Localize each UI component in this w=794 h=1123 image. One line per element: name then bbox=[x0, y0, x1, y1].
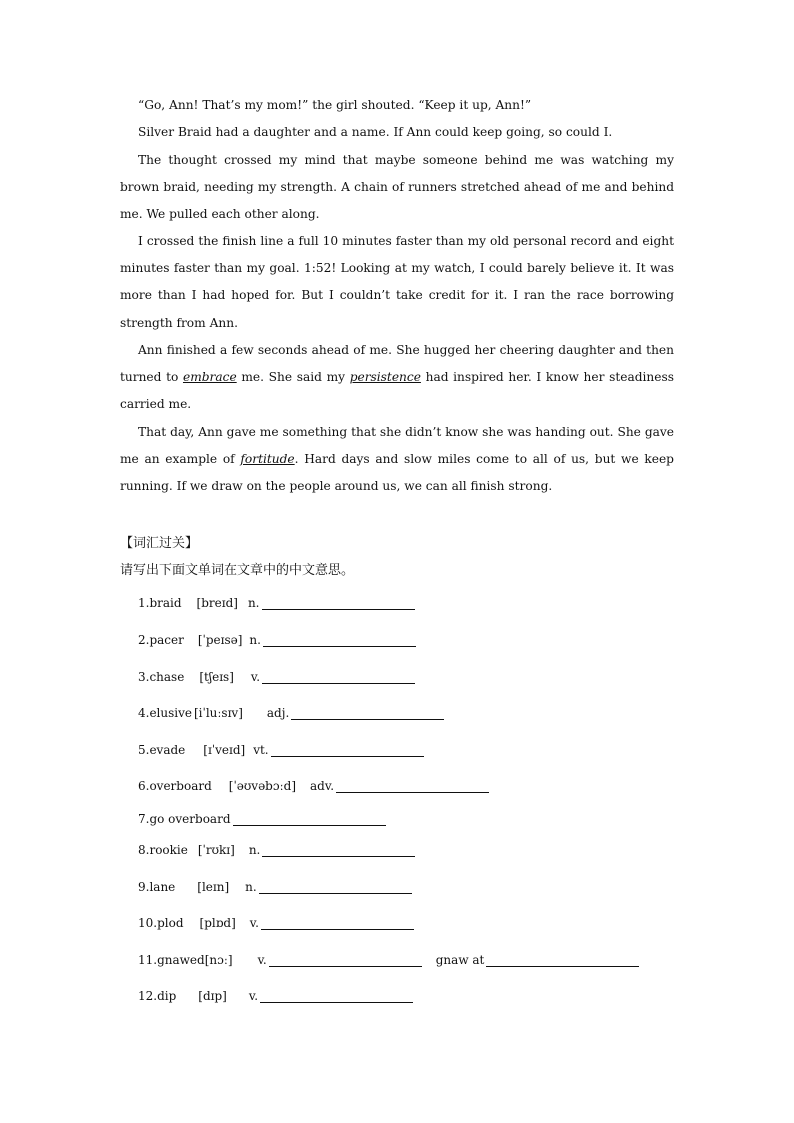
vocab-item-2: 2. pacer [ˈpeɪsə] n. bbox=[138, 627, 416, 647]
story-paragraph-5: Ann finished a few seconds ahead of me. She hugged her cheering daughter and then turned to embrace me. She said my persistence had inspired her. I know her steadiness carried me. bbox=[120, 343, 675, 412]
answer-blank[interactable] bbox=[336, 778, 489, 793]
answer-blank[interactable] bbox=[271, 742, 424, 757]
vocab-section-title: 【词汇过关】 bbox=[120, 536, 199, 551]
vocab-item-3: 3. chase [tʃeɪs] v. bbox=[138, 664, 415, 684]
story-paragraph-3: The thought crossed my mind that maybe someone behind me was watching my brown braid, needing my strength. A chain of runners stretched ahead of me and behind me. We pulled each other along. bbox=[120, 153, 674, 222]
answer-blank[interactable] bbox=[262, 595, 415, 610]
vocab-item-11: 11. gnawed [nɔː] v. gnaw at bbox=[138, 947, 639, 967]
answer-blank[interactable] bbox=[263, 632, 416, 647]
answer-blank[interactable] bbox=[269, 952, 422, 967]
highlighted-word-persistence: persistence bbox=[349, 370, 421, 385]
highlighted-word-embrace: embrace bbox=[182, 370, 237, 385]
vocab-item-6: 6. overboard [ˈəʊvəbɔːd] adv. bbox=[138, 773, 489, 793]
vocab-item-10: 10. plod [plɒd] v. bbox=[138, 910, 414, 930]
answer-blank[interactable] bbox=[261, 915, 414, 930]
story-paragraph-1: “Go, Ann! That’s my mom!” the girl shouted. “Keep it up, Ann!” bbox=[138, 98, 532, 112]
answer-blank[interactable] bbox=[233, 811, 386, 826]
answer-blank[interactable] bbox=[260, 988, 413, 1003]
story-paragraph-6: That day, Ann gave me something that she didn’t know she was handing out. She gave me an example of fortitude. Hard days and slow miles come to all of us, but we keep running. If we draw on the people around us, we can all finish strong. bbox=[120, 425, 674, 494]
vocab-item-9: 9. lane [leɪn] n. bbox=[138, 874, 412, 894]
vocab-section-instruction: 请写出下面文单词在文章中的中文意思。 bbox=[120, 563, 355, 578]
answer-blank[interactable] bbox=[262, 842, 415, 857]
vocab-item-5: 5. evade [ɪˈveɪd] vt. bbox=[138, 737, 424, 757]
answer-blank[interactable] bbox=[262, 669, 415, 684]
answer-blank[interactable] bbox=[291, 705, 444, 720]
story-paragraph-4: I crossed the finish line a full 10 minutes faster than my old personal record and eight minutes faster than my goal. 1:52! Looking at my watch, I could barely believe it. It was more than I had hoped for. But I couldn’t take credit for it. I ran the race borrowing strength from Ann. bbox=[120, 234, 674, 330]
answer-blank-extra[interactable] bbox=[486, 952, 639, 967]
story-paragraph-2: Silver Braid had a daughter and a name. If Ann could keep going, so could I. bbox=[138, 125, 613, 139]
answer-blank[interactable] bbox=[259, 879, 412, 894]
highlighted-word-fortitude: fortitude bbox=[240, 452, 295, 467]
vocab-item-1: 1. braid [breɪd] n. bbox=[138, 590, 415, 610]
vocab-item-8: 8. rookie [ˈrʊkɪ] n. bbox=[138, 837, 415, 857]
vocab-item-12: 12. dip [dɪp] v. bbox=[138, 983, 413, 1003]
vocab-item-7: 7. go overboard bbox=[138, 806, 386, 826]
vocab-item-4: 4. elusive [iˈluːsɪv] adj. bbox=[138, 700, 444, 720]
